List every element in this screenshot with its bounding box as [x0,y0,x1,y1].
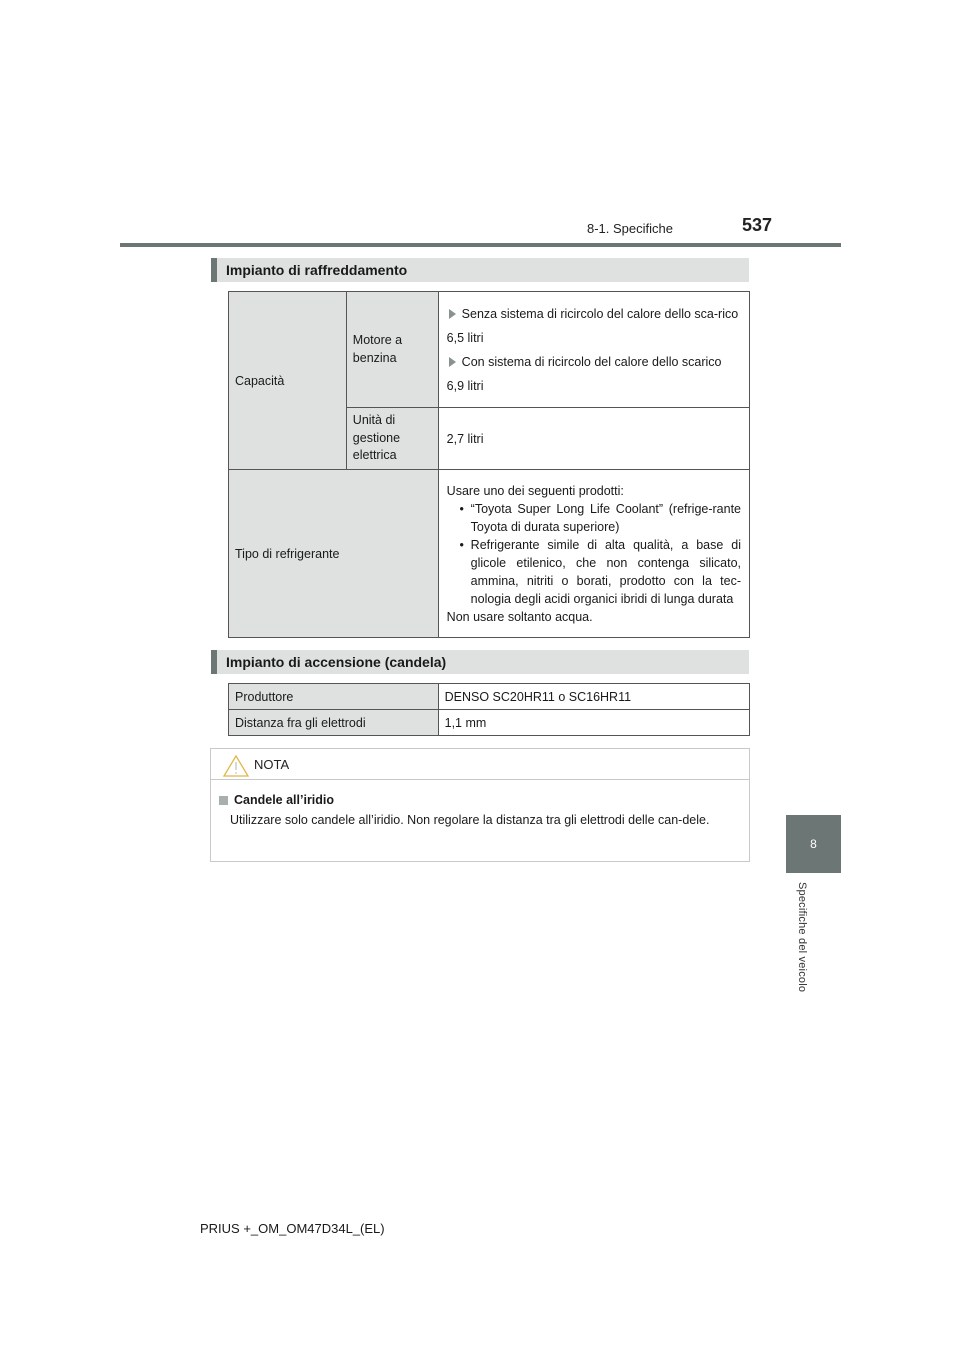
header-rule [120,243,841,247]
coolant-option-1 [447,500,741,536]
capacity-label: Capacità [229,292,347,470]
square-bullet-icon [219,796,228,805]
bullet-dot: • [459,501,464,516]
coolant-footer: Non usare soltanto acqua. [446,609,593,624]
variant-1 [447,305,741,323]
electric-unit-value: 2,7 litri [438,408,749,470]
variant-1-value: 6,5 litri [446,330,484,345]
triangle-bullet-icon [449,309,456,319]
chapter-tab[interactable] [786,815,841,873]
variant-1-text: Senza sistema di ricircolo del calore dello sca-rico [461,306,739,321]
coolant-option-1-text: “Toyota Super Long Life Coolant” (refrige-rante Toyota di durata superiore) [470,501,741,534]
document-id: PRIUS +_OM_OM47D34L_(EL) [200,1221,385,1236]
coolant-type-label: Tipo di refrigerante [229,470,439,638]
gasoline-engine-label: Motore a benzina [346,292,438,408]
coolant-option-2-text: Refrigerante simile di alta qualità, a base di glicole etilenico, che non contenga silicato, ammina, nitriti o borati, prodotto con la tec-nologia degli acidi organici ibridi di lunga durata [470,537,741,606]
electrode-gap-value: 1,1 mm [438,710,749,736]
coolant-type-cell [438,470,749,638]
variant-2-value: 6,9 litri [446,378,484,393]
electrode-gap-label: Distanza fra gli elettrodi [229,710,439,736]
triangle-bullet-icon [449,357,456,367]
ignition-table [228,683,750,736]
page-number: 537 [742,215,773,235]
variant-2-text: Con sistema di ricircolo del calore dello scarico [461,354,722,369]
ignition-section-heading: Impianto di accensione (candela) [211,650,749,674]
table-row [229,684,750,710]
note-header [211,749,749,780]
coolant-intro: Usare uno dei seguenti prodotti: [446,483,624,498]
electric-unit-label: Unità di gestione elettrica [346,408,438,470]
manufacturer-value: DENSO SC20HR11 o SC16HR11 [438,684,749,710]
coolant-option-2 [447,536,741,608]
chapter-label: Specifiche del veicolo [796,882,808,993]
manufacturer-label: Produttore [229,684,439,710]
note-item-body: Utilizzare solo candele all’iridio. Non regolare la distanza tra gli elettrodi delle can-dele. [230,813,710,827]
note-box [210,748,750,862]
gasoline-capacity-cell [438,292,749,408]
note-item-title: Candele all’iridio [234,793,335,807]
cooling-section-heading: Impianto di raffreddamento [211,258,749,282]
cooling-table [228,291,750,638]
note-item-heading [219,793,334,807]
note-title: NOTA [254,757,290,772]
table-row [229,710,750,736]
chapter-number: 8 [810,837,817,851]
section-title: 8-1. Specifiche [587,221,673,236]
variant-2 [447,353,741,371]
warning-triangle-icon [223,755,249,777]
bullet-dot: • [459,537,464,552]
